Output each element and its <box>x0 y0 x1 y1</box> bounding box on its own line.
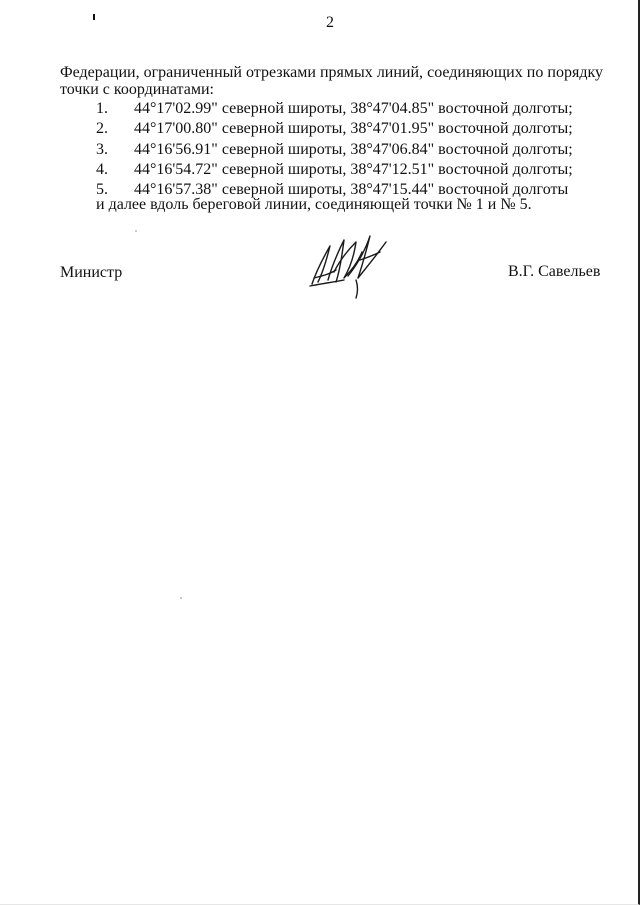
point-number: 4. <box>96 160 108 178</box>
point-coordinates: 44°16'54.72" северной широты, 38°47'12.51" восточной долготы; <box>134 160 573 178</box>
list-item <box>60 99 603 119</box>
point-number: 2. <box>96 120 108 138</box>
point-number: 3. <box>96 140 108 158</box>
point-coordinates: 44°17'00.80" северной широты, 38°47'01.95" восточной долготы; <box>134 120 573 138</box>
closing-line: и далее вдоль береговой линии, соединяющей точки № 1 и № 5. <box>96 196 532 213</box>
point-number: 1. <box>96 100 108 117</box>
list-item <box>60 119 603 139</box>
signature-icon <box>300 222 400 302</box>
page-number: 2 <box>326 14 334 31</box>
point-number: 5. <box>96 181 108 198</box>
point-coordinates: 44°17'02.99" северной широты, 38°47'04.85" восточной долготы; <box>134 100 573 117</box>
point-coordinates: 44°16'56.91" северной широты, 38°47'06.84" восточной долготы; <box>134 140 573 158</box>
coordinate-list <box>60 99 603 200</box>
paragraph-line-1: Федерации, ограниченный отрезками прямых линий, соединяющих по порядку <box>60 64 603 81</box>
list-item <box>60 140 603 160</box>
point-coordinates: 44°16'57.38" северной широты, 38°47'15.44" восточной долготы <box>134 181 569 198</box>
scan-speck <box>180 597 182 599</box>
list-item <box>60 160 603 180</box>
paragraph-line-2: точки с координатами: <box>60 81 214 98</box>
signatory-name: В.Г. Савельев <box>508 263 601 280</box>
signatory-title: Министр <box>60 264 123 281</box>
scan-speck <box>135 230 137 232</box>
